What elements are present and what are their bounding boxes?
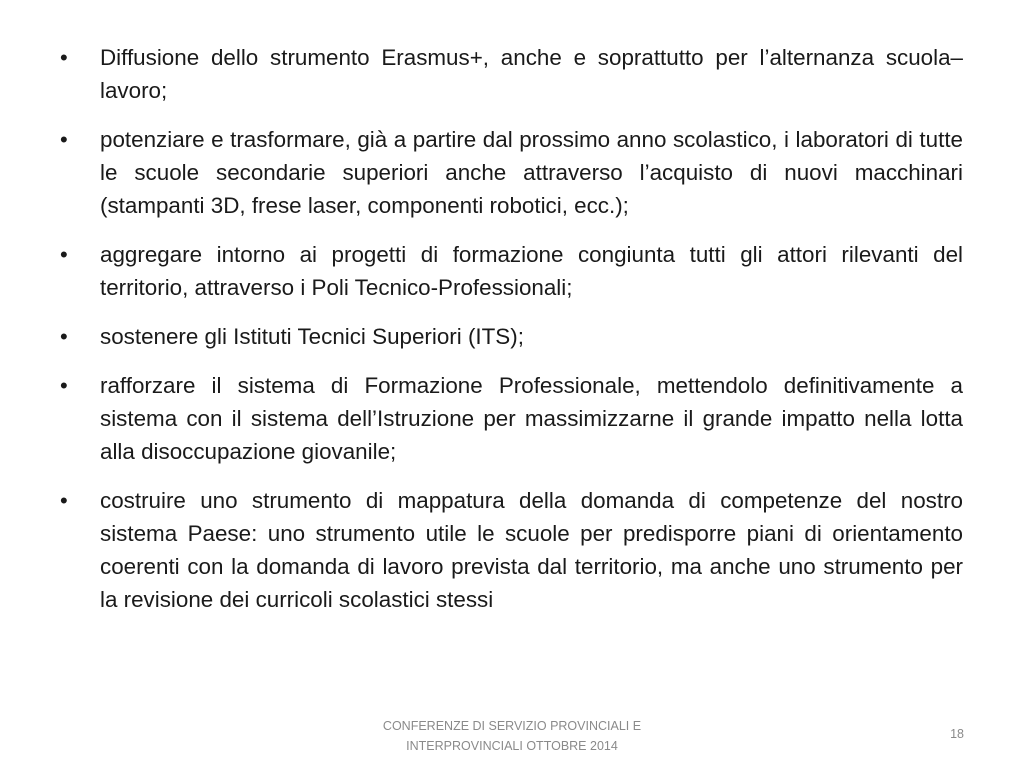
bullet-item-1 xyxy=(60,41,963,107)
bullet-text: costruire uno strumento di mappatura della domanda di competenze del nostro sistema Paese: uno strumento utile le scuole per predisporre piani di orientamento coerenti con la domanda di lavoro prevista dal territorio, ma anche uno strumento per la revisione dei curricoli scolastici stessi xyxy=(100,488,963,612)
bullet-icon: • xyxy=(60,242,68,267)
bullet-icon: • xyxy=(60,45,68,70)
page-number: 18 xyxy=(950,727,964,741)
bullet-icon: • xyxy=(60,373,68,398)
bullet-icon: • xyxy=(60,324,68,349)
bullet-text: sostenere gli Istituti Tecnici Superiori (ITS); xyxy=(100,324,524,349)
bullet-item-2 xyxy=(60,123,963,222)
footer-line-1: CONFERENZE DI SERVIZIO PROVINCIALI E xyxy=(382,719,642,733)
bullet-item-6 xyxy=(60,484,963,616)
footer-line-2: INTERPROVINCIALI OTTOBRE 2014 xyxy=(406,739,618,753)
bullet-icon: • xyxy=(60,127,68,152)
bullet-text: aggregare intorno ai progetti di formazione congiunta tutti gli attori rilevanti del territorio, attraverso i Poli Tecnico-Professionali; xyxy=(100,242,963,300)
bullet-item-4 xyxy=(60,320,963,353)
slide-content xyxy=(60,41,963,632)
bullet-text: Diffusione dello strumento Erasmus+, anche e soprattutto per l’alternanza scuola–lavoro; xyxy=(100,45,963,103)
footer-text xyxy=(340,716,684,756)
bullet-text: potenziare e trasformare, già a partire dal prossimo anno scolastico, i laboratori di tutte le scuole secondarie superiori anche attraverso l’acquisto di nuovi macchinari (stampanti 3D, frese laser, componenti robotici, ecc.); xyxy=(100,127,963,218)
bullet-item-5 xyxy=(60,369,963,468)
bullet-list xyxy=(60,41,963,616)
bullet-item-3 xyxy=(60,238,963,304)
bullet-icon: • xyxy=(60,488,68,513)
bullet-text: rafforzare il sistema di Formazione Professionale, mettendolo definitivamente a sistema con il sistema dell’Istruzione per massimizzarne il grande impatto nella lotta alla disoccupazione giovanile; xyxy=(100,373,963,464)
